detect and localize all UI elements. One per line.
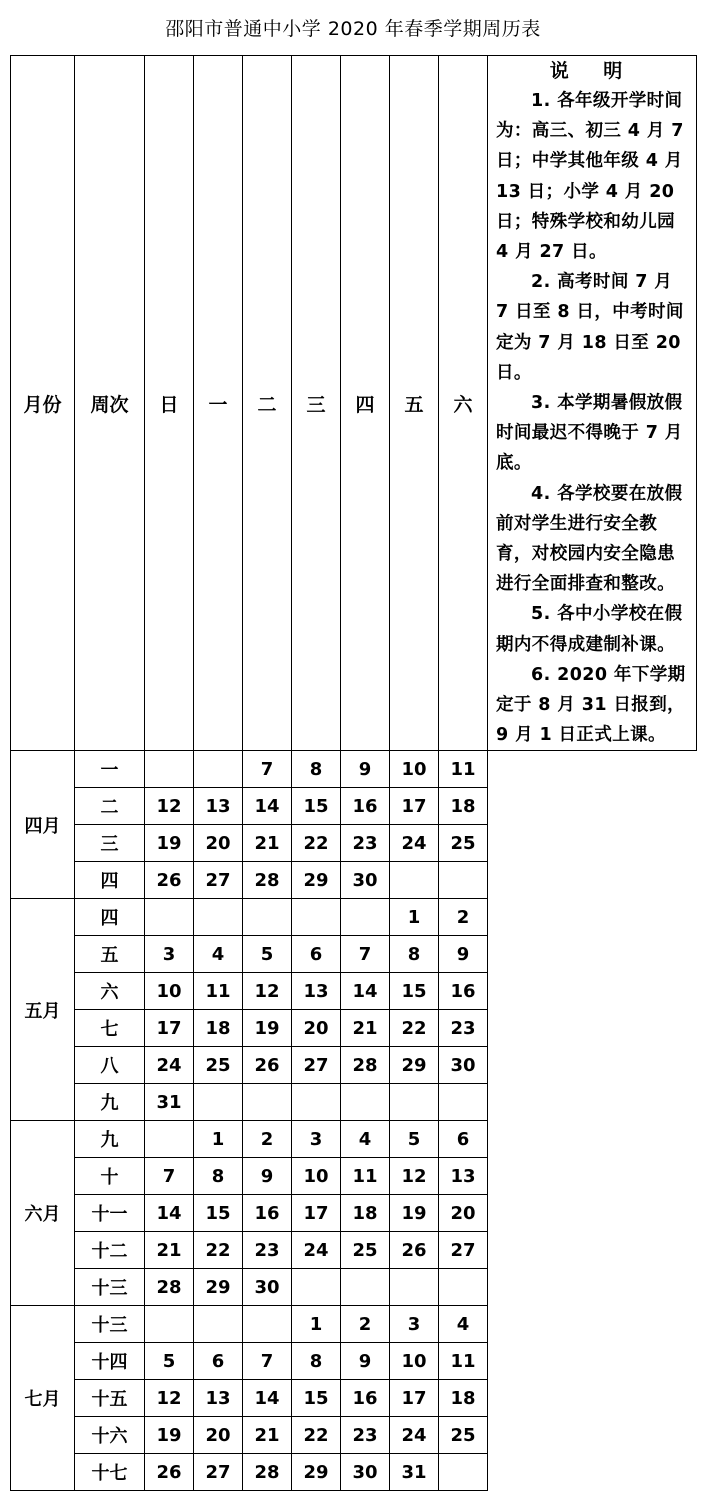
day-cell: 26 [243, 1047, 292, 1084]
day-cell: 3 [390, 1306, 439, 1343]
day-cell: 15 [292, 1380, 341, 1417]
table-row [11, 1269, 697, 1306]
week-number: 十四 [75, 1343, 145, 1380]
day-cell: 13 [439, 1158, 488, 1195]
day-cell: 7 [341, 936, 390, 973]
week-number: 八 [75, 1047, 145, 1084]
week-number: 一 [75, 751, 145, 788]
day-cell: 25 [439, 825, 488, 862]
day-cell: 15 [194, 1195, 243, 1232]
day-cell: 21 [341, 1010, 390, 1047]
day-cell: 30 [341, 862, 390, 899]
month-label: 六月 [11, 1121, 75, 1306]
week-number: 五 [75, 936, 145, 973]
calendar-table [10, 55, 697, 1491]
day-cell: 11 [439, 1343, 488, 1380]
day-cell: 16 [341, 788, 390, 825]
note-item: 2. 高考时间 7 月 7 日至 8 日，中考时间定为 7 月 18 日至 20 日。 [496, 272, 684, 383]
day-cell: 24 [390, 1417, 439, 1454]
day-cell [292, 1084, 341, 1121]
table-row [11, 1343, 697, 1380]
day-cell: 6 [439, 1121, 488, 1158]
day-cell: 8 [292, 1343, 341, 1380]
day-cell [439, 1454, 488, 1491]
day-cell [194, 899, 243, 936]
day-cell: 15 [390, 973, 439, 1010]
week-number: 四 [75, 899, 145, 936]
day-cell: 30 [341, 1454, 390, 1491]
day-cell: 1 [194, 1121, 243, 1158]
day-cell: 14 [243, 788, 292, 825]
week-number: 十三 [75, 1306, 145, 1343]
table-row [11, 936, 697, 973]
day-cell: 9 [439, 936, 488, 973]
day-cell: 13 [194, 1380, 243, 1417]
day-cell: 27 [194, 1454, 243, 1491]
day-cell: 23 [243, 1232, 292, 1269]
day-cell: 18 [439, 788, 488, 825]
table-row [11, 1195, 697, 1232]
day-cell: 4 [439, 1306, 488, 1343]
table-row [11, 1010, 697, 1047]
day-cell: 9 [341, 1343, 390, 1380]
day-cell: 5 [243, 936, 292, 973]
day-cell: 10 [390, 1343, 439, 1380]
week-number: 九 [75, 1084, 145, 1121]
day-cell [341, 1084, 390, 1121]
month-label: 四月 [11, 751, 75, 899]
day-cell: 1 [292, 1306, 341, 1343]
day-cell: 10 [390, 751, 439, 788]
day-cell: 29 [194, 1269, 243, 1306]
day-cell: 15 [292, 788, 341, 825]
day-cell [439, 1269, 488, 1306]
day-cell: 28 [243, 1454, 292, 1491]
table-row [11, 1417, 697, 1454]
day-cell: 19 [390, 1195, 439, 1232]
day-cell: 22 [292, 825, 341, 862]
week-number: 十六 [75, 1417, 145, 1454]
day-cell [145, 899, 194, 936]
day-cell [243, 899, 292, 936]
table-row [11, 1121, 697, 1158]
day-cell [341, 1269, 390, 1306]
day-cell [439, 1084, 488, 1121]
week-number: 十三 [75, 1269, 145, 1306]
day-cell [390, 862, 439, 899]
table-row [11, 1232, 697, 1269]
header-month: 月份 [11, 56, 75, 751]
day-cell: 26 [390, 1232, 439, 1269]
header-wed: 三 [292, 56, 341, 751]
day-cell: 12 [145, 788, 194, 825]
day-cell: 8 [390, 936, 439, 973]
day-cell: 2 [341, 1306, 390, 1343]
week-number: 十七 [75, 1454, 145, 1491]
day-cell: 23 [341, 1417, 390, 1454]
table-row [11, 1306, 697, 1343]
day-cell [292, 899, 341, 936]
day-cell: 18 [341, 1195, 390, 1232]
day-cell: 17 [292, 1195, 341, 1232]
day-cell: 21 [145, 1232, 194, 1269]
day-cell: 8 [194, 1158, 243, 1195]
day-cell: 28 [341, 1047, 390, 1084]
day-cell: 11 [341, 1158, 390, 1195]
header-mon: 一 [194, 56, 243, 751]
day-cell [341, 899, 390, 936]
week-number: 十二 [75, 1232, 145, 1269]
note-item: 5. 各中小学校在假期内不得成建制补课。 [496, 604, 683, 655]
month-label: 五月 [11, 899, 75, 1121]
week-number: 二 [75, 788, 145, 825]
day-cell: 7 [243, 1343, 292, 1380]
day-cell [145, 1306, 194, 1343]
day-cell: 18 [439, 1380, 488, 1417]
day-cell [243, 1084, 292, 1121]
day-cell: 27 [194, 862, 243, 899]
week-number: 七 [75, 1010, 145, 1047]
day-cell: 3 [145, 936, 194, 973]
month-label: 七月 [11, 1306, 75, 1491]
day-cell: 18 [194, 1010, 243, 1047]
table-row [11, 1047, 697, 1084]
day-cell: 11 [194, 973, 243, 1010]
day-cell [390, 1269, 439, 1306]
day-cell [390, 1084, 439, 1121]
day-cell: 20 [292, 1010, 341, 1047]
day-cell: 16 [439, 973, 488, 1010]
table-row [11, 973, 697, 1010]
day-cell: 19 [243, 1010, 292, 1047]
day-cell: 31 [390, 1454, 439, 1491]
table-row [11, 751, 697, 788]
header-sat: 六 [439, 56, 488, 751]
day-cell: 5 [390, 1121, 439, 1158]
day-cell: 12 [243, 973, 292, 1010]
day-cell: 26 [145, 862, 194, 899]
week-number: 九 [75, 1121, 145, 1158]
day-cell: 20 [194, 825, 243, 862]
day-cell: 25 [194, 1047, 243, 1084]
day-cell: 28 [243, 862, 292, 899]
day-cell: 8 [292, 751, 341, 788]
day-cell [243, 1306, 292, 1343]
calendar-body [11, 751, 697, 1491]
day-cell [145, 1121, 194, 1158]
day-cell: 17 [390, 788, 439, 825]
day-cell: 5 [145, 1343, 194, 1380]
day-cell [292, 1269, 341, 1306]
day-cell: 10 [145, 973, 194, 1010]
week-number: 十五 [75, 1380, 145, 1417]
notes-heading: 说 明 [549, 60, 637, 82]
table-row [11, 862, 697, 899]
day-cell: 28 [145, 1269, 194, 1306]
day-cell: 24 [145, 1047, 194, 1084]
header-sun: 日 [145, 56, 194, 751]
day-cell: 13 [194, 788, 243, 825]
day-cell: 22 [390, 1010, 439, 1047]
note-item: 1. 各年级开学时间为：高三、初三 4 月 7 日；中学其他年级 4 月 13 日；小学 4 月 20 日；特殊学校和幼儿园 4 月 27 日。 [496, 91, 684, 263]
day-cell: 3 [292, 1121, 341, 1158]
header-tue: 二 [243, 56, 292, 751]
table-row [11, 1380, 697, 1417]
table-row [11, 1454, 697, 1491]
day-cell: 31 [145, 1084, 194, 1121]
day-cell [145, 751, 194, 788]
day-cell: 21 [243, 1417, 292, 1454]
header-fri: 五 [390, 56, 439, 751]
table-row [11, 1084, 697, 1121]
day-cell: 29 [390, 1047, 439, 1084]
day-cell: 6 [194, 1343, 243, 1380]
day-cell: 6 [292, 936, 341, 973]
day-cell: 7 [243, 751, 292, 788]
day-cell: 30 [243, 1269, 292, 1306]
day-cell: 17 [390, 1380, 439, 1417]
page-title: 邵阳市普通中小学 2020 年春季学期周历表 [165, 18, 541, 40]
day-cell: 11 [439, 751, 488, 788]
header-thu: 四 [341, 56, 390, 751]
day-cell: 17 [145, 1010, 194, 1047]
day-cell [194, 1084, 243, 1121]
note-item: 4. 各学校要在放假前对学生进行安全教育，对校园内安全隐患进行全面排查和整改。 [496, 483, 683, 595]
day-cell: 24 [292, 1232, 341, 1269]
day-cell: 9 [243, 1158, 292, 1195]
day-cell [194, 1306, 243, 1343]
day-cell: 23 [341, 825, 390, 862]
day-cell: 16 [341, 1380, 390, 1417]
day-cell: 14 [145, 1195, 194, 1232]
day-cell: 29 [292, 1454, 341, 1491]
day-cell: 12 [145, 1380, 194, 1417]
note-item: 3. 本学期暑假放假时间最迟不得晚于 7 月底。 [496, 393, 683, 474]
day-cell: 4 [341, 1121, 390, 1158]
table-row [11, 899, 697, 936]
day-cell: 1 [390, 899, 439, 936]
header-row [11, 56, 697, 751]
day-cell: 27 [439, 1232, 488, 1269]
day-cell: 29 [292, 862, 341, 899]
day-cell: 30 [439, 1047, 488, 1084]
day-cell: 14 [341, 973, 390, 1010]
table-row [11, 788, 697, 825]
day-cell: 14 [243, 1380, 292, 1417]
week-number: 四 [75, 862, 145, 899]
day-cell: 19 [145, 1417, 194, 1454]
day-cell: 2 [243, 1121, 292, 1158]
day-cell [439, 862, 488, 899]
note-item: 6. 2020 年下学期定于 8 月 31 日报到，9 月 1 日正式上课。 [496, 664, 686, 746]
table-row [11, 1158, 697, 1195]
week-number: 六 [75, 973, 145, 1010]
day-cell: 27 [292, 1047, 341, 1084]
day-cell: 20 [439, 1195, 488, 1232]
day-cell: 4 [194, 936, 243, 973]
day-cell: 26 [145, 1454, 194, 1491]
header-week: 周次 [75, 56, 145, 751]
day-cell: 2 [439, 899, 488, 936]
notes-list [496, 86, 690, 750]
day-cell: 25 [439, 1417, 488, 1454]
day-cell: 22 [292, 1417, 341, 1454]
day-cell: 16 [243, 1195, 292, 1232]
day-cell: 21 [243, 825, 292, 862]
day-cell: 12 [390, 1158, 439, 1195]
day-cell: 10 [292, 1158, 341, 1195]
day-cell: 19 [145, 825, 194, 862]
notes-panel [488, 56, 697, 751]
day-cell [194, 751, 243, 788]
day-cell: 23 [439, 1010, 488, 1047]
day-cell: 7 [145, 1158, 194, 1195]
week-number: 三 [75, 825, 145, 862]
day-cell: 9 [341, 751, 390, 788]
day-cell: 24 [390, 825, 439, 862]
day-cell: 22 [194, 1232, 243, 1269]
day-cell: 13 [292, 973, 341, 1010]
week-number: 十 [75, 1158, 145, 1195]
day-cell: 20 [194, 1417, 243, 1454]
week-number: 十一 [75, 1195, 145, 1232]
table-row [11, 825, 697, 862]
day-cell: 25 [341, 1232, 390, 1269]
